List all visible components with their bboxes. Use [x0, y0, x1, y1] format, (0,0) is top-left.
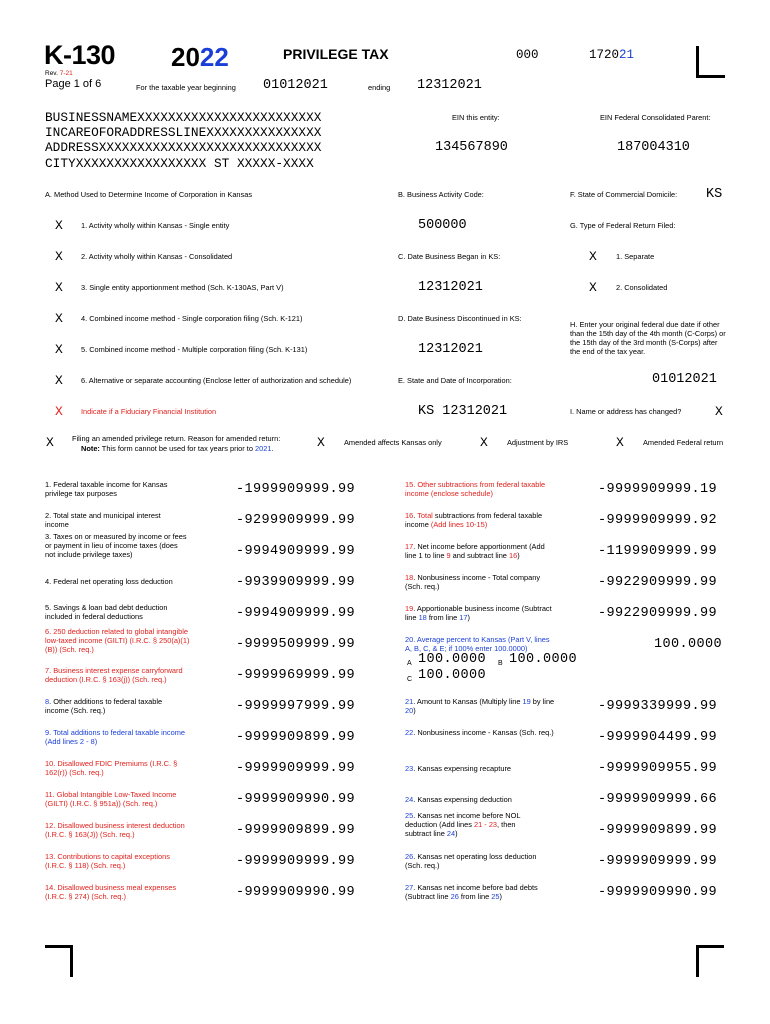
line-23-value[interactable]: -9999909955.99 [598, 761, 718, 776]
taxable-year-end[interactable]: 12312021 [417, 78, 482, 93]
line-15-label: 15. Other subtractions from federal taxable income (enclose schedule) [405, 480, 546, 498]
return-separate-label: 1. Separate [616, 252, 655, 261]
line-8-label [45, 697, 185, 715]
line-10-value[interactable]: -9999909999.99 [236, 761, 356, 776]
line-16-dot: . [413, 511, 418, 520]
note-label: Note: [81, 444, 100, 453]
commercial-domicile-value[interactable]: KS [706, 187, 723, 202]
line-21-text: . Amount to Kansas (Multiply line [413, 697, 523, 706]
line-21-text-b: by line [530, 697, 555, 706]
line-16-total: Total [417, 511, 433, 520]
business-activity-label: B. Business Activity Code: [398, 190, 484, 199]
line-15-value[interactable]: -9999909999.19 [598, 482, 718, 497]
sequence-prefix: 1720 [589, 48, 620, 62]
line-4-label: 4. Federal net operating loss deduction [45, 577, 173, 586]
name-changed-label: I. Name or address has changed? [570, 407, 682, 416]
line-27-ref-a: 26 [450, 892, 459, 901]
factor-a-value[interactable]: 100.0000 [418, 652, 487, 667]
line-22-number: 22 [405, 728, 414, 737]
line-25-ref-b: 24 [446, 829, 456, 838]
line-21-number: 21 [405, 697, 414, 706]
line-3-value[interactable]: -9994909999.99 [236, 544, 356, 559]
line-11-label: 11. Global Intangible Low-Taxed Income (GILTI) (I.R.C. § 951a)) (Sch. req.) [45, 790, 177, 808]
factor-b-value[interactable]: 100.0000 [509, 652, 578, 667]
line-16-value[interactable]: -9999909999.92 [598, 513, 718, 528]
line-3-label: 3. Taxes on or measured by income or fees or payment in lieu of income taxes (does not include privilege taxes) [45, 532, 187, 559]
method-6-mark[interactable]: X [55, 373, 63, 388]
factor-b-label: B [498, 660, 503, 667]
amended-kansas-label: Amended affects Kansas only [344, 438, 442, 447]
fiduciary-label: Indicate if a Fiduciary Financial Institution [81, 407, 217, 416]
line-27-end: ) [499, 892, 502, 901]
factor-a-label: A [407, 660, 412, 667]
line-20-value[interactable]: 100.0000 [654, 637, 723, 652]
line-27-label [405, 883, 545, 901]
line-26-label [405, 852, 545, 870]
ein-parent-value[interactable]: 187004310 [617, 140, 690, 155]
line-25-label [405, 811, 540, 838]
method-3-label: 3. Single entity apportionment method (Sch. K-130AS, Part V) [81, 283, 284, 292]
line-19-number: 19 [405, 604, 414, 613]
line-2-value[interactable]: -9299909999.99 [236, 513, 356, 528]
line-18-number: 18 [405, 573, 414, 582]
line-17-text: . Net income before apportionment (Add line 1 to line [405, 542, 545, 560]
line-18-label [405, 573, 555, 591]
line-24-value[interactable]: -9999909999.66 [598, 792, 718, 807]
taxable-year-label: For the taxable year beginning [136, 83, 236, 92]
factor-c-label: C [407, 676, 413, 683]
amended-return-mark[interactable]: X [46, 435, 54, 450]
revision-date [45, 70, 73, 77]
amended-federal-mark[interactable]: X [616, 435, 624, 450]
note-text: This form cannot be used for tax years prior to [99, 444, 256, 453]
tax-year-suffix: 22 [199, 42, 229, 72]
line-23-number: 23 [405, 764, 414, 773]
line-8-value[interactable]: -9999997999.99 [236, 699, 356, 714]
line-7-label: 7. Business interest expense carryforward deduction (I.R.C. § 163(j)) (Sch. req.) [45, 666, 183, 684]
line-12-value[interactable]: -9999909899.99 [236, 823, 356, 838]
line-16-number: 16 [405, 511, 414, 520]
method-4-mark[interactable]: X [55, 311, 63, 326]
method-1-label: 1. Activity wholly within Kansas - Single entity [81, 221, 230, 230]
line-26-text: . Kansas net operating loss deduction (Sch. req.) [405, 852, 537, 870]
method-2-mark[interactable]: X [55, 249, 63, 264]
return-consolidated-mark[interactable]: X [589, 280, 597, 295]
line-5-value[interactable]: -9994909999.99 [236, 606, 356, 621]
method-4-label: 4. Combined income method - Single corporation filing (Sch. K-121) [81, 314, 303, 323]
line-18-value[interactable]: -9922909999.99 [598, 575, 718, 590]
tax-year-prefix: 20 [171, 42, 200, 72]
page-number: Page 1 of 6 [45, 78, 102, 90]
line-16-ref: (Add lines 10-15) [430, 520, 488, 529]
corner-mark-bottom-right [696, 945, 724, 948]
method-6-label: 6. Alternative or separate accounting (Enclose letter of authorization and schedule) [81, 376, 352, 385]
corner-mark-bottom-left [70, 945, 73, 977]
line-13-label: 13. Contributions to capital exceptions (I.R.C. § 118) (Sch. req.) [45, 852, 170, 870]
return-separate-mark[interactable]: X [589, 249, 597, 264]
line-27-number: 27 [405, 883, 414, 892]
line-12-label: 12. Disallowed business interest deduction (I.R.C. § 163(J)) (Sch. req.) [45, 821, 185, 839]
business-name[interactable]: BUSINESSNAMEXXXXXXXXXXXXXXXXXXXXXXXX [45, 110, 322, 125]
line-21-ref-a: 19 [522, 697, 531, 706]
method-label: A. Method Used to Determine Income of Corporation in Kansas [45, 190, 253, 199]
line-27-value[interactable]: -9999909990.99 [598, 885, 718, 900]
line-23-text: . Kansas expensing recapture [413, 764, 512, 773]
line-9-value[interactable]: -9999909899.99 [236, 730, 356, 745]
line-27-ref-b: 25 [491, 892, 500, 901]
line-10-label: 10. Disallowed FDIC Premiums (I.R.C. § 162(r)) (Sch. req.) [45, 759, 178, 777]
line-8-text: . Other additions to federal taxable income (Sch. req.) [45, 697, 163, 715]
line-22-value[interactable]: -9999904499.99 [598, 730, 718, 745]
line-14-label: 14. Disallowed business meal expenses (I.R.C. § 274) (Sch. req.) [45, 883, 177, 901]
method-1-mark[interactable]: X [55, 218, 63, 233]
date-began-value[interactable]: 12312021 [418, 280, 483, 295]
address-line[interactable]: ADDRESSXXXXXXXXXXXXXXXXXXXXXXXXXXXXX [45, 140, 322, 155]
line-26-value[interactable]: -9999909999.99 [598, 854, 718, 869]
line-27-text-b: from line [458, 892, 492, 901]
ein-parent-label: EIN Federal Consolidated Parent: [600, 113, 711, 122]
line-5-label: 5. Savings & loan bad debt deduction included in federal deductions [45, 603, 168, 621]
corner-mark-top-right [696, 46, 699, 78]
ending-label: ending [368, 83, 391, 92]
line-26-number: 26 [405, 852, 414, 861]
ein-entity-value[interactable]: 134567890 [435, 140, 508, 155]
note-year: 2021 [255, 444, 272, 453]
line-21-ref-b: 20 [405, 706, 414, 715]
line-8-number: 8 [45, 697, 50, 706]
incorporation-value[interactable]: KS 12312021 [418, 404, 508, 419]
line-24-label [405, 795, 555, 804]
line-16-text: subtractions from federal taxable income [405, 511, 543, 529]
line-16-label [405, 511, 553, 529]
incorporation-label: E. State and Date of Incorporation: [398, 376, 512, 385]
ein-entity-label: EIN this entity: [452, 113, 500, 122]
line-17-ref-a: 9 [446, 551, 451, 560]
line-19-ref-b: 17 [459, 613, 468, 622]
amended-kansas-mark[interactable]: X [317, 435, 325, 450]
amended-return-note [81, 444, 274, 453]
line-9-label: 9. Total additions to federal taxable income (Add lines 2 - 8) [45, 728, 185, 746]
method-5-mark[interactable]: X [55, 342, 63, 357]
line-25-ref-a: 21 - 23 [474, 820, 498, 829]
line-2-label: 2. Total state and municipal interest income [45, 511, 161, 529]
line-25-text-b: , then subtract line [405, 820, 516, 838]
line-17-end: ) [517, 551, 520, 560]
note-end: . [271, 444, 274, 453]
line-18-text: . Nonbusiness income - Total company (Sch. req.) [405, 573, 541, 591]
amended-return-label: Filing an amended privilege return. Reason for amended return: [72, 434, 281, 443]
line-17-ref-b: 16 [508, 551, 518, 560]
line-19-text: . Apportionable business income (Subtract line [405, 604, 552, 622]
adjustment-irs-mark[interactable]: X [480, 435, 488, 450]
line-19-value[interactable]: -9922909999.99 [598, 606, 718, 621]
line-6-value[interactable]: -9999509999.99 [236, 637, 356, 652]
line-17-number: 17 [405, 542, 414, 551]
federal-due-date-label: H. Enter your original federal due date if other than the 15th day of the 4th month (C-Corps) or the 15th day of the 3rd month (S-Corps) after the end of the tax year. [570, 320, 726, 356]
return-consolidated-label: 2. Consolidated [616, 283, 668, 292]
line-17-label [405, 542, 555, 560]
fiduciary-mark[interactable]: X [55, 404, 63, 419]
revision-value: 7-21 [59, 70, 73, 77]
sequence-suffix: 21 [619, 48, 635, 62]
date-began-label: C. Date Business Began in KS: [398, 252, 501, 261]
tax-year [171, 42, 229, 73]
line-19-label [405, 604, 555, 622]
line-27-text: . Kansas net income before bad debts (Subtract line [405, 883, 538, 901]
line-20-label: 20. Average percent to Kansas (Part V, lines A, B, C, & E; if 100% enter 100.0000) [405, 635, 550, 653]
line-19-ref-a: 18 [418, 613, 427, 622]
line-25-end: ) [455, 829, 458, 838]
adjustment-irs-label: Adjustment by IRS [507, 438, 569, 447]
line-17-value[interactable]: -1199909999.99 [598, 544, 718, 559]
corner-mark-bottom-right [696, 945, 699, 977]
line-21-end: ) [413, 706, 416, 715]
line-7-value[interactable]: -9999969999.99 [236, 668, 356, 683]
city-state-zip[interactable]: CITYXXXXXXXXXXXXXXXXX ST XXXXX-XXXX [45, 156, 314, 171]
line-19-text-b: from line [426, 613, 460, 622]
line-23-label [405, 764, 555, 773]
line-25-value[interactable]: -9999909899.99 [598, 823, 718, 838]
line-6-label: 6. 250 deduction related to global intangible low-taxed income (GILTI) (I.R.C. § 250(a)(1)(B)) (Sch. req.) [45, 627, 190, 654]
date-discontinued-label: D. Date Business Discontinued in KS: [398, 314, 522, 323]
commercial-domicile-label: F. State of Commercial Domicile: [570, 190, 678, 199]
taxable-year-begin[interactable]: 01012021 [263, 78, 328, 93]
line-21-value[interactable]: -9999339999.99 [598, 699, 718, 714]
form-number: K-130 [44, 40, 116, 70]
line-25-number: 25 [405, 811, 414, 820]
federal-due-date-value[interactable]: 01012021 [652, 372, 717, 387]
line-14-value[interactable]: -9999909990.99 [236, 885, 356, 900]
federal-return-type-label: G. Type of Federal Return Filed: [570, 221, 676, 230]
form-code: 000 [516, 48, 539, 62]
method-3-mark[interactable]: X [55, 280, 63, 295]
line-24-text: . Kansas expensing deduction [413, 795, 512, 804]
line-1-label: 1. Federal taxable income for Kansas privilege tax purposes [45, 480, 168, 498]
line-25-text: . Kansas net income before NOL deduction (Add lines [405, 811, 521, 829]
line-13-value[interactable]: -9999909999.99 [236, 854, 356, 869]
line-22-text: . Nonbusiness income - Kansas (Sch. req.) [413, 728, 554, 737]
form-title: PRIVILEGE TAX [283, 46, 389, 62]
method-5-label: 5. Combined income method - Multiple corporation filing (Sch. K-131) [81, 345, 308, 354]
line-24-number: 24 [405, 795, 414, 804]
revision-prefix: Rev. [45, 70, 60, 77]
name-changed-mark[interactable]: X [715, 404, 723, 419]
method-2-label: 2. Activity wholly within Kansas - Consolidated [81, 252, 233, 261]
address-line-incareof[interactable]: INCAREOFORADDRESSLINEXXXXXXXXXXXXXXX [45, 125, 322, 140]
amended-federal-label: Amended Federal return [643, 438, 724, 447]
corner-mark-bottom-left [45, 945, 73, 948]
line-4-value[interactable]: -9939909999.99 [236, 575, 356, 590]
form-sequence [589, 48, 634, 62]
date-discontinued-value[interactable]: 12312021 [418, 342, 483, 357]
line-19-end: ) [467, 613, 470, 622]
business-activity-code[interactable]: 500000 [418, 218, 467, 233]
line-22-label [405, 728, 555, 737]
line-21-label [405, 697, 555, 715]
line-11-value[interactable]: -9999909990.99 [236, 792, 356, 807]
line-1-value[interactable]: -1999909999.99 [236, 482, 356, 497]
factor-c-value[interactable]: 100.0000 [418, 668, 487, 683]
line-17-text-b: and subtract line [450, 551, 509, 560]
corner-mark-top-right [696, 75, 725, 78]
